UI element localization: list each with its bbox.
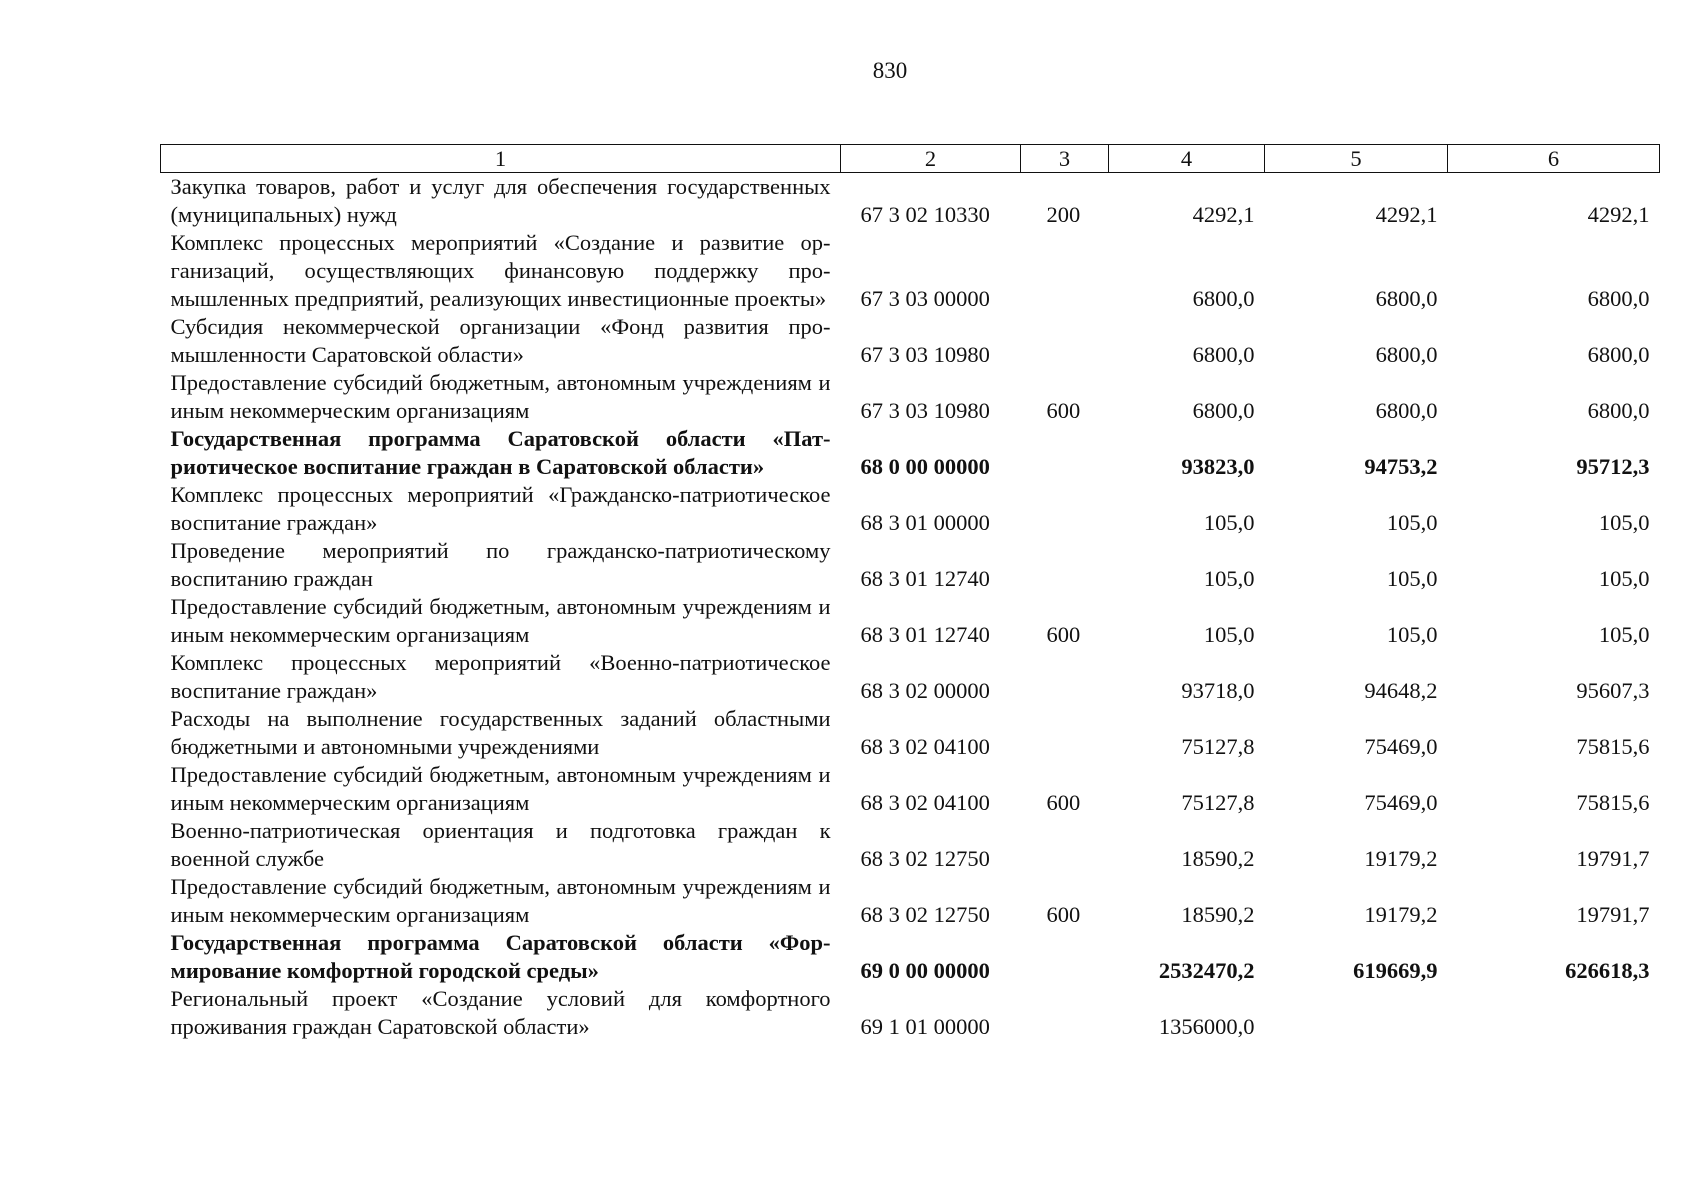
table-row [161,985,1660,1041]
table-row [161,649,1660,705]
row-description: Расходы на выполнение государственных заданий областными бюджетными и автономными учреждениями [170,706,831,759]
row-value-col4: 18590,2 [1181,902,1255,927]
header-col-6: 6 [1448,145,1660,173]
row-value-col6: 75815,6 [1576,734,1650,759]
table-row [161,705,1660,761]
row-code: 68 3 01 00000 [860,510,990,535]
row-value-col4: 18590,2 [1181,846,1255,871]
table-row [161,229,1660,313]
row-value-col5: 4292,1 [1375,202,1438,227]
row-expense-type: 600 [1046,902,1081,927]
row-value-col4: 105,0 [1203,622,1255,647]
row-value-col4: 75127,8 [1181,734,1255,759]
row-code: 68 3 02 04100 [860,790,990,815]
table-row-program [161,425,1660,481]
page-number: 830 [872,58,908,83]
row-value-col5: 75469,0 [1364,734,1438,759]
row-value-col4: 93718,0 [1181,678,1255,703]
header-col-1: 1 [161,145,841,173]
row-expense-type [1021,537,1109,593]
row-description: Предоставление субсидий бюджетным, автономным учреждениям и иным некоммерческим организациям [170,762,831,815]
row-description: Проведение мероприятий по гражданско-патриотическому воспитанию граждан [170,538,831,591]
row-value-col6: 105,0 [1598,622,1650,647]
row-expense-type [1021,229,1109,313]
row-expense-type [1021,929,1109,985]
row-expense-type: 200 [1046,202,1081,227]
row-value-col5 [1265,985,1448,1041]
row-value-col5: 6800,0 [1375,286,1438,311]
row-value-col6: 19791,7 [1576,846,1650,871]
row-expense-type: 600 [1046,790,1081,815]
row-value-col4: 105,0 [1203,566,1255,591]
table-row [161,173,1660,230]
row-value-col6: 6800,0 [1587,398,1650,423]
row-value-col4: 6800,0 [1192,286,1255,311]
row-expense-type [1021,649,1109,705]
row-description: Закупка товаров, работ и услуг для обеспечения государственных (муниципальных) нужд [170,174,831,227]
table-row [161,481,1660,537]
row-value-col5: 105,0 [1386,566,1438,591]
row-value-col6: 75815,6 [1576,790,1650,815]
row-expense-type [1021,425,1109,481]
row-value-col6: 6800,0 [1587,286,1650,311]
row-value-col6: 19791,7 [1576,902,1650,927]
table-row [161,593,1660,649]
row-code: 67 3 03 10980 [860,342,990,367]
row-code: 68 3 02 00000 [860,678,990,703]
row-code: 68 3 02 04100 [860,734,990,759]
row-value-col5: 6800,0 [1375,398,1438,423]
row-expense-type [1021,705,1109,761]
row-value-col4: 75127,8 [1181,790,1255,815]
table-row [161,313,1660,369]
table-header [161,145,1660,173]
row-code: 68 0 00 00000 [860,454,990,479]
row-value-col6: 95607,3 [1576,678,1650,703]
row-description: Военно-патриотическая ориентация и подготовка граждан к военной службе [170,818,831,871]
row-description: Предоставление субсидий бюджетным, автономным учреждениям и иным некоммерческим организациям [170,594,831,647]
row-description: Предоставление субсидий бюджетным, автономным учреждениям и иным некоммерческим организациям [170,370,831,423]
row-value-col5: 75469,0 [1364,790,1438,815]
table-row [161,761,1660,817]
row-description: Региональный проект «Создание условий для комфортного проживания граждан Саратовской области» [170,986,831,1039]
row-expense-type: 600 [1046,398,1081,423]
table-row-program [161,929,1660,985]
table-row [161,537,1660,593]
row-expense-type [1021,817,1109,873]
row-code: 68 3 02 12750 [860,902,990,927]
row-value-col5: 94753,2 [1364,454,1438,479]
row-value-col4: 105,0 [1203,510,1255,535]
row-value-col6: 95712,3 [1576,454,1650,479]
row-value-col5: 19179,2 [1364,846,1438,871]
row-expense-type [1021,985,1109,1041]
header-col-5: 5 [1265,145,1448,173]
row-value-col6: 626618,3 [1565,958,1650,983]
row-code: 67 3 03 10980 [860,398,990,423]
row-description: Государственная программа Саратовской области «Патриотическое воспитание граждан в Саратовской области» [170,426,831,479]
row-code: 67 3 02 10330 [860,202,990,227]
row-value-col5: 6800,0 [1375,342,1438,367]
row-value-col4: 93823,0 [1181,454,1255,479]
row-value-col6: 4292,1 [1587,202,1650,227]
row-value-col5: 619669,9 [1353,958,1438,983]
row-code: 68 3 01 12740 [860,566,990,591]
row-code: 67 3 03 00000 [860,286,990,311]
row-code: 68 3 01 12740 [860,622,990,647]
row-description: Комплекс процессных мероприятий «Создание и развитие организаций, осуществляющих финансовую поддержку промышленных предприятий, реализующих инвестиционные проекты» [170,230,831,311]
row-expense-type [1021,481,1109,537]
row-description: Государственная программа Саратовской области «Формирование комфортной городской среды» [170,930,831,983]
row-value-col5: 94648,2 [1364,678,1438,703]
row-value-col5: 19179,2 [1364,902,1438,927]
row-value-col6: 105,0 [1598,566,1650,591]
row-code: 68 3 02 12750 [860,846,990,871]
row-description: Предоставление субсидий бюджетным, автономным учреждениям и иным некоммерческим организациям [170,874,831,927]
row-expense-type: 600 [1046,622,1081,647]
row-value-col5: 105,0 [1386,622,1438,647]
row-description: Комплекс процессных мероприятий «Гражданско-патриотическое воспитание граждан» [170,482,831,535]
row-value-col5: 105,0 [1386,510,1438,535]
row-value-col6 [1448,985,1660,1041]
row-value-col4: 1356000,0 [1158,1014,1255,1039]
row-value-col4: 4292,1 [1192,202,1255,227]
row-value-col6: 6800,0 [1587,342,1650,367]
row-value-col4: 6800,0 [1192,398,1255,423]
row-description: Комплекс процессных мероприятий «Военно-патриотическое воспитание граждан» [170,650,831,703]
header-col-4: 4 [1109,145,1265,173]
row-code: 69 0 00 00000 [860,958,990,983]
budget-table [160,144,1660,1041]
table-row [161,369,1660,425]
row-value-col4: 6800,0 [1192,342,1255,367]
row-code: 69 1 01 00000 [860,1014,990,1039]
table-body [161,173,1660,1042]
row-value-col4: 2532470,2 [1158,958,1255,983]
table-row [161,817,1660,873]
header-col-3: 3 [1021,145,1109,173]
row-expense-type [1021,313,1109,369]
row-description: Субсидия некоммерческой организации «Фонд развития промышленности Саратовской области» [170,314,831,367]
header-col-2: 2 [841,145,1021,173]
table-row [161,873,1660,929]
row-value-col6: 105,0 [1598,510,1650,535]
header-row [161,145,1660,173]
